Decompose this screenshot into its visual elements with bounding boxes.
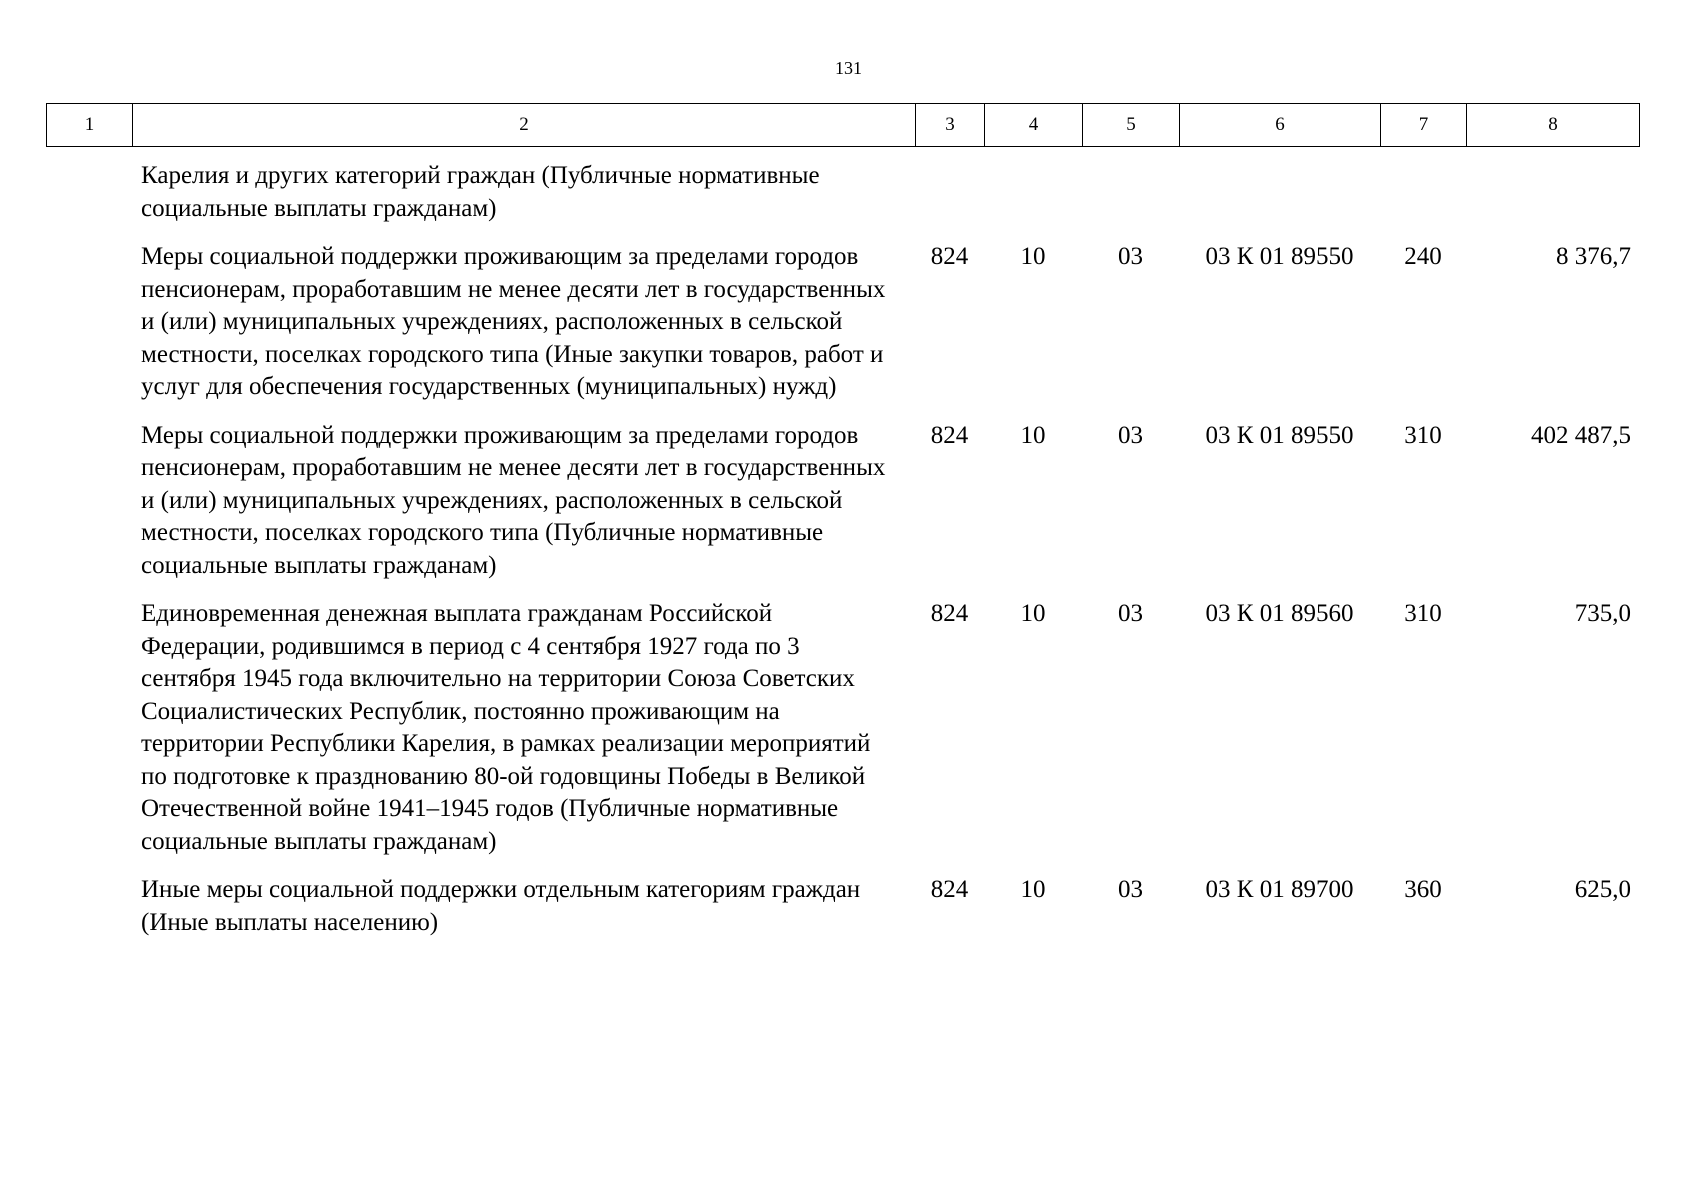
- row-subsection: 03: [1118, 876, 1143, 903]
- row-expense-type: [1380, 160, 1466, 225]
- header-col-8: 8: [1467, 104, 1640, 147]
- row-amount: 402 487,5: [1531, 421, 1631, 449]
- table-row: [46, 420, 1639, 583]
- row-ministry-code: 824: [930, 421, 969, 449]
- row-expense-type: 240: [1404, 243, 1442, 270]
- row-expense-type: 310: [1404, 421, 1442, 449]
- row-section: 10: [1020, 421, 1046, 449]
- row-expense-type: 360: [1404, 876, 1442, 903]
- row-amount: 8 376,7: [1556, 243, 1631, 270]
- header-col-4: 4: [985, 104, 1083, 147]
- row-subsection: [1082, 160, 1179, 225]
- table-row: [46, 874, 1639, 939]
- row-ministry-code: [915, 160, 984, 225]
- row-target-article: [1179, 160, 1380, 225]
- row-description: Иные меры социальной поддержки отдельным категориям граждан (Иные выплаты населению): [141, 876, 861, 936]
- row-section: 10: [1020, 600, 1046, 627]
- header-col-5: 5: [1083, 104, 1180, 147]
- row-target-article: 03 К 01 89560: [1205, 600, 1354, 627]
- row-ministry-code: 824: [930, 243, 969, 270]
- row-description: Единовременная денежная выплата гражданам Российской Федерации, родившимся в период с 4 сентября 1927 года по 3 сентября 1945 года включительно на территории Союза Советских Социалистических Республик, постоянно проживающим на территории Республики Карелия, в рамках реализации мероприятий по подготовке к празднованию 80-ой годовщины Победы в Великой Отечественной войне 1941–1945 годов (Публичные нормативные социальные выплаты гражданам): [141, 600, 871, 855]
- header-row: [47, 104, 1640, 147]
- column-header-table: [46, 103, 1640, 147]
- row-description: Карелия и других категорий граждан (Публичные нормативные социальные выплаты гражданам): [141, 162, 820, 222]
- header-col-7: 7: [1381, 104, 1467, 147]
- row-description: Меры социальной поддержки проживающим за пределами городов пенсионерам, проработавшим не менее десяти лет в государственных и (или) муниципальных учреждениях, расположенных в сельской местности, поселках городского типа (Публичные нормативные социальные выплаты гражданам): [141, 421, 886, 579]
- table-row: [46, 598, 1639, 858]
- header-col-2: 2: [133, 104, 916, 147]
- page-number: 131: [835, 58, 862, 78]
- row-target-article: 03 К 01 89700: [1205, 876, 1354, 903]
- row-subsection: 03: [1118, 600, 1143, 627]
- row-amount: [1466, 160, 1639, 225]
- header-col-3: 3: [916, 104, 985, 147]
- header-col-6: 6: [1180, 104, 1381, 147]
- row-ministry-code: 824: [930, 600, 969, 627]
- row-target-article: 03 К 01 89550: [1205, 421, 1354, 449]
- table-body: [46, 160, 1639, 955]
- row-section: [984, 160, 1082, 225]
- row-section: 10: [1020, 876, 1046, 903]
- row-target-article: 03 К 01 89550: [1205, 243, 1354, 270]
- row-subsection: 03: [1118, 421, 1143, 449]
- row-ministry-code: 824: [930, 876, 969, 903]
- table-row: [46, 160, 1639, 225]
- table-row: [46, 241, 1639, 404]
- row-description: Меры социальной поддержки проживающим за пределами городов пенсионерам, проработавшим не менее десяти лет в государственных и (или) муниципальных учреждениях, расположенных в сельской местности, поселках городского типа (Иные закупки товаров, работ и услуг для обеспечения государственных (муниципальных) нужд): [141, 243, 886, 400]
- row-expense-type: 310: [1404, 600, 1442, 627]
- row-amount: 735,0: [1574, 600, 1631, 627]
- header-col-1: 1: [47, 104, 133, 147]
- row-amount: 625,0: [1574, 876, 1631, 903]
- row-section: 10: [1020, 243, 1046, 270]
- row-subsection: 03: [1118, 243, 1143, 270]
